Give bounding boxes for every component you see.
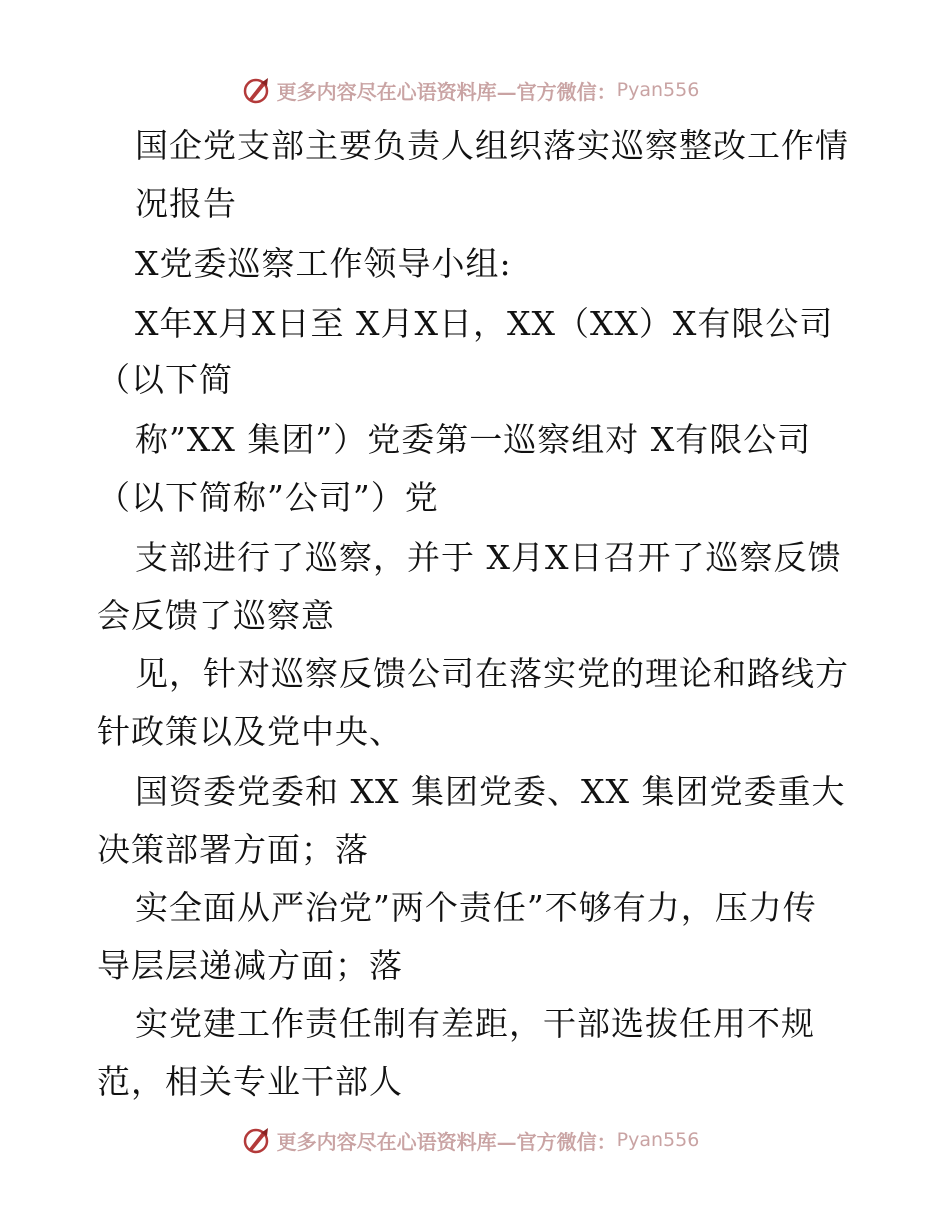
- paragraph-line: 支部进行了巡察，并于 X月X日召开了巡察反馈: [135, 538, 842, 577]
- paragraph-line: 实党建工作责任制有差距，干部选拔任用不规: [135, 1004, 815, 1043]
- paragraph-line: 国资委党委和 XX 集团党委、XX 集团党委重大: [135, 772, 846, 811]
- paragraph-line: 称”XX 集团”）党委第一巡察组对 X有限公司: [135, 420, 812, 459]
- paragraph-line: 针政策以及党中央、: [97, 712, 403, 751]
- paragraph-line: （以下简称”公司”）党: [97, 478, 439, 517]
- paragraph-line: 见，针对巡察反馈公司在落实党的理论和路线方: [135, 654, 849, 693]
- paragraph-line: 范，相关专业干部人: [97, 1062, 403, 1101]
- paragraph-line: 决策部署方面；落: [97, 830, 369, 869]
- watermark-text: 更多内容尽在心语资料库—官方微信：: [276, 79, 617, 104]
- salutation-line: X党委巡察工作领导小组:: [135, 244, 512, 283]
- quill-logo-icon: [241, 1125, 271, 1155]
- paragraph-line: 实全面从严治党”两个责任”不够有力，压力传: [135, 888, 817, 927]
- watermark-handle: Pyan556: [616, 1129, 700, 1151]
- paragraph-line: 导层层递减方面；落: [97, 946, 403, 985]
- footer-watermark: [0, 1120, 950, 1160]
- title-line-1: 国企党支部主要负责人组织落实巡察整改工作情: [135, 126, 849, 165]
- watermark-text: 更多内容尽在心语资料库—官方微信：: [276, 1129, 617, 1154]
- paragraph-line: X年X月X日至 X月X日，XX（XX）X有限公司: [135, 304, 834, 343]
- watermark-handle: Pyan556: [616, 79, 700, 101]
- paragraph-line: 会反馈了巡察意: [97, 596, 335, 635]
- paragraph-line: （以下简: [97, 360, 233, 399]
- title-line-2: 况报告: [135, 184, 237, 223]
